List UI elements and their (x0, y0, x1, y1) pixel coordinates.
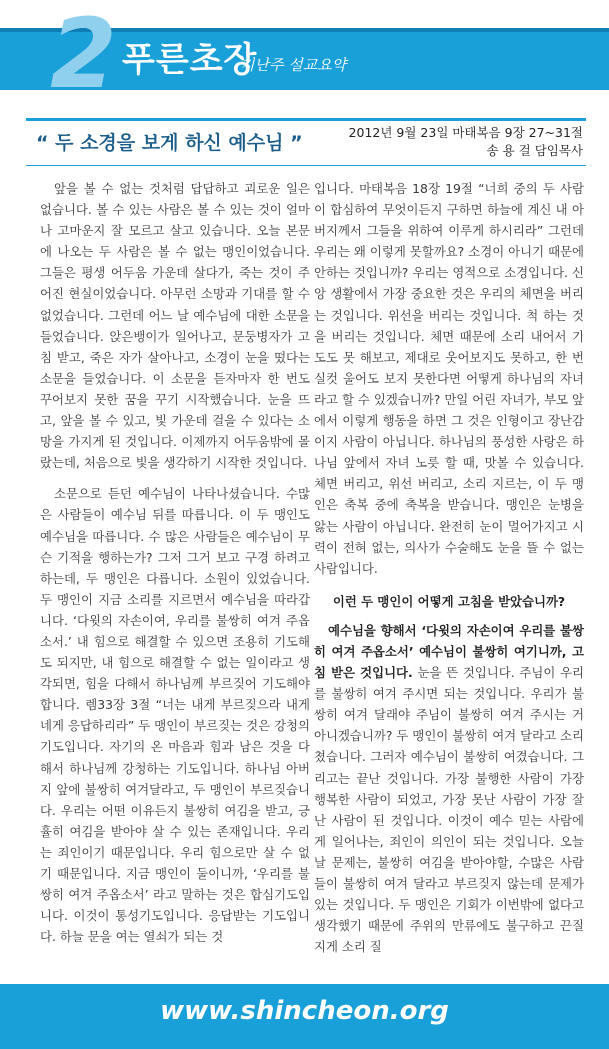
sermon-title: “ 두 소경을 보게 하신 예수님 ” (36, 132, 303, 154)
paragraph: 앞을 볼 수 없는 것처럼 답답하고 괴로운 일은 없습니다. 볼 수 있는 사람은 볼 수 있는 것이 얼마나 고마운지 잘 모르고 살고 있습니다. 오늘 본문에 나오는 두 사람은 볼 수 없는 맹인이었습니다. 그들은 평생 어두움 가운데 살다가, 죽는 것이 주어진 현실이었습니다. 아무런 소망과 기대를 할 수 없었습니다. 그런데 어느 날 예수님에 대한 소문을 들었습니다. 앉은뱅이가 일어나고, 문둥병자가 고침 받고, 죽은 자가 살아나고, 소경이 눈을 떴다는 소문을 들었습니다. 이 소문을 듣자마자 한 번도 꾸어보지 못한 꿈을 꾸기 시작했습니다. 눈을 뜨고, 앞을 볼 수 있고, 빛 가운데 걸을 수 있다는 소망을 가지게 된 것입니다. 이제까지 어두움밖에 몰랐는데, 처음으로 빛을 생각하기 시작한 것입니다. (40, 181, 310, 471)
website-url: www.shincheon.org (160, 996, 449, 1026)
section-title: 푸른초장 (122, 40, 258, 80)
section-number: 2 (50, 0, 117, 110)
paragraph: 소문으로 듣던 예수님이 나타나셨습니다. 수많은 사람들이 예수님 뒤를 따릅니다. 이 두 맹인도 예수님을 따릅니다. 수 많은 사람들은 예수님이 무슨 기적을 행하는가? 그저 그거 보고 구경 하려고 하는데, 두 맹인은 다릅니다. 소원이 있었습니다. 두 맹인이 지금 소리를 지르면서 예수님을 따라갑니다. ‘다윗의 자손이여, 우리를 불쌍히 여겨 주옵소서.’ 내 힘으로 해결할 수 있으면 조용히 기도해도 되지만, 내 힘으로 해결할 수 없는 일이라고 생각되면, 힘을 다해서 하나님께 부르짖어 기도해야 합니다. 렘33장 3절 “너는 내게 부르짖으라 내게 네게 응답하리라” 두 맹인이 부르짖는 것은 강청의 기도입니다. 자기의 온 마음과 힘과 남은 것을 다해서 하나님께 강청하는 기도입니다. 하나님 아버지 앞에 불쌍히 여겨달라고, 두 맹인이 부르짖습니다. 우리는 어떤 이유든지 불쌍히 여김을 받고, 긍휼히 여김을 받아야 살 수 있는 존재입니다. 우리는 죄인이기 때문입니다. 우리 힘으로만 살 수 없기 때문입니다. 지금 맹인이 둘이니까, ‘우리를 불쌍히 여겨 주옵소서’ 라고 말하는 것은 합심기도입니다. 이것이 통성기도입니다. 응답받는 기도입니다. 하늘 문을 여는 열쇠가 되는 것 (40, 486, 310, 945)
paragraph: 입니다. 마태복음 18장 19절 “너희 중의 두 사람이 합심하여 무엇이든지 구하면 하늘에 계신 내 아버지께서 그들을 위하여 이루게 하시리라” 그런데 우리는 왜 이렇게 못할까요? 소경이 아니기 때문에 안하는 것입니까? 우리는 영적으로 소경입니다. 신앙 생활에서 가장 중요한 것은 우리의 체면을 버리는 것입니다. 위선을 버리는 것입니다. 척 하는 것을 버리는 것입니다. 체면 때문에 소리 내어서 기도도 못 해보고, 제대로 웃어보지도 못하고, 한 번 실컷 울어도 보지 못한다면 어떻게 하나님의 자녀라고 할 수 있겠습니까? 만일 어린 자녀가, 부모 앞에서 이렇게 행동을 하면 그 것은 인형이고 장난감이지 사람이 아닙니다. 하나님의 풍성한 사랑은 하나님 앞에서 자녀 노릇 할 때, 맛볼 수 있습니다. 체면 버리고, 위선 버리고, 소리 지르는, 이 두 맹인은 축복 중에 축복을 받습니다. 맹인은 눈병을 앓는 사람이 아닙니다. 완전히 눈이 멀어가지고 시력이 전혀 없는, 의사가 수술해도 눈을 뜰 수 없는 사람입니다. (314, 181, 584, 576)
subheading: 이런 두 맹인이 어떻게 고침을 받았습니까? (332, 593, 566, 609)
preacher-name: 송 용 걸 담임목사 (486, 143, 583, 158)
section-subtitle: 지난주 설교요약 (240, 56, 347, 74)
sermon-meta (349, 124, 583, 160)
scripture-reference: 2012년 9월 23일 마태복음 9장 27~31절 (348, 125, 583, 140)
paragraph (314, 620, 584, 958)
paragraph-text: 눈을 뜬 것입니다. 주님이 우리를 불쌍히 여겨 주시면 되는 것입니다. 우리가 불쌍히 여겨 달래야 주님이 불쌍히 여겨 주시는 거 아니겠습니까? 두 맹인이 불쌍히 여겨 달라고 소리쳤습니다. 그러자 예수님이 불쌍히 여겼습니다. 그리고는 끝난 것입니다. 가장 불행한 사람이 가장 행복한 사람이 되었고, 가장 못난 사람이 가장 잘난 사람이 된 것입니다. 이것이 예수 믿는 사람에게 일어나는, 죄인이 의인이 되는 것입니다. 오늘날 문제는, 불쌍히 여김을 받아야할, 수많은 사람들이 불쌍히 여겨 달라고 부르짖지 않는데 문제가 있는 것입니다. 두 맹인은 기회가 이번밖에 없다고 생각했기 때문에 주위의 만류에도 불구하고 끈질지게 소리 질 (314, 665, 585, 955)
header (0, 0, 609, 110)
right-column (314, 178, 584, 957)
left-column (40, 178, 310, 947)
emphasis-text: 예수님을 향해서 ‘다윗의 자손이여 우리를 불쌍히 여겨 주옵소서’ 예수님이 불쌍히 여기니까, 고침 받은 것입니다. (314, 622, 584, 681)
